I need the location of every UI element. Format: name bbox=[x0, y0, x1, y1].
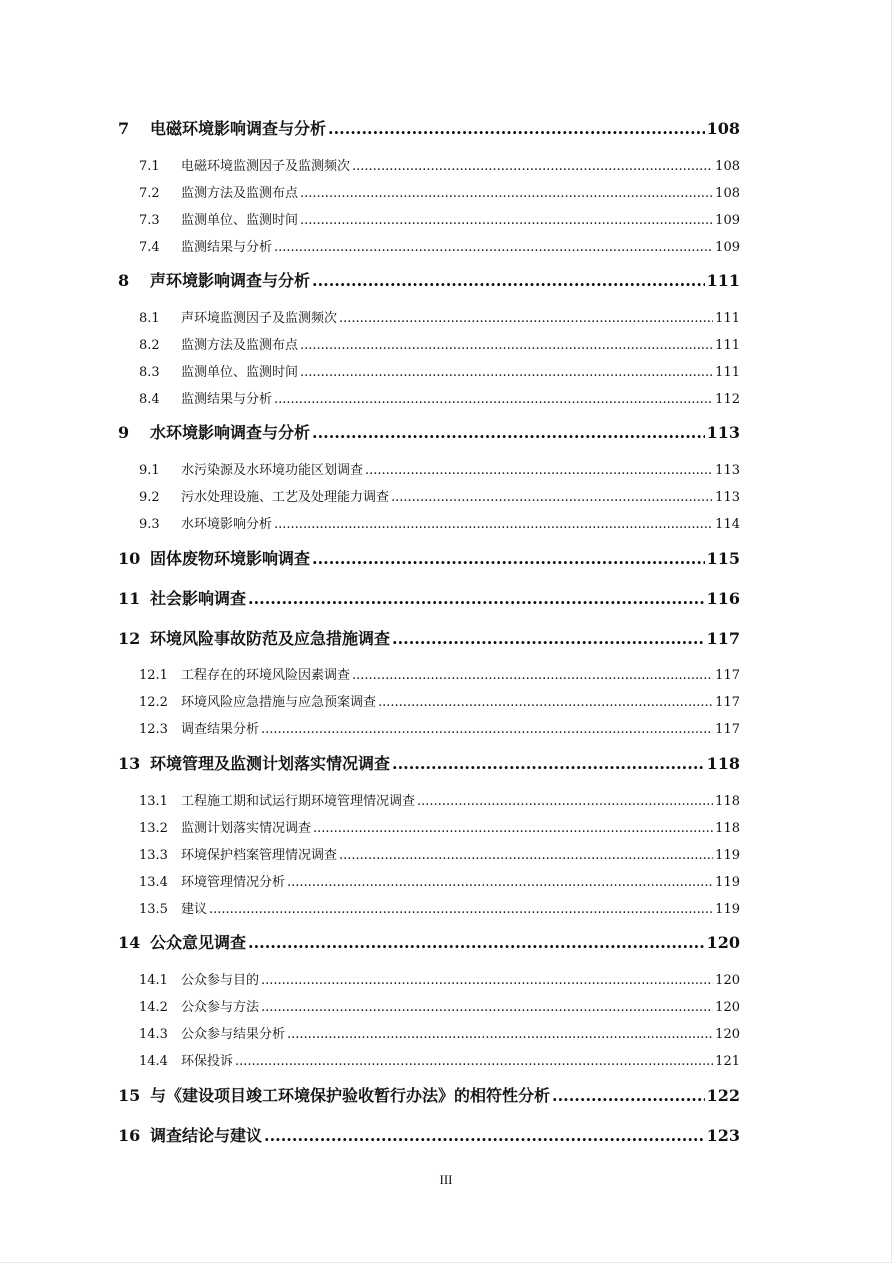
toc-title: 公众参与目的 bbox=[181, 973, 260, 988]
toc-number: 16 bbox=[118, 1126, 141, 1145]
toc-title: 环境保护档案管理情况调查 bbox=[181, 848, 338, 863]
toc-entry[interactable] bbox=[0, 182, 892, 201]
dot-leader bbox=[300, 186, 713, 201]
dot-leader bbox=[300, 338, 713, 353]
toc-page: 113 bbox=[715, 490, 740, 505]
toc-number: 13.3 bbox=[139, 848, 168, 863]
toc-entry[interactable] bbox=[0, 586, 892, 609]
toc-page: 115 bbox=[706, 549, 740, 568]
dot-leader bbox=[352, 159, 713, 174]
dot-leader bbox=[352, 668, 713, 683]
toc-number: 12 bbox=[118, 629, 141, 648]
toc-number: 7 bbox=[118, 119, 130, 138]
toc-page: 111 bbox=[706, 271, 740, 290]
dot-leader bbox=[328, 119, 705, 138]
toc-number: 13 bbox=[118, 754, 141, 773]
toc-number: 9.2 bbox=[139, 490, 160, 505]
toc-title: 声环境影响调查与分析 bbox=[150, 271, 311, 290]
dot-leader bbox=[312, 549, 705, 568]
page-number: III bbox=[439, 1172, 453, 1187]
dot-leader bbox=[339, 311, 713, 326]
toc-page: 120 bbox=[706, 933, 740, 952]
toc-number: 12.2 bbox=[139, 695, 168, 710]
dot-leader bbox=[248, 933, 705, 952]
dot-leader bbox=[261, 973, 713, 988]
toc-page: 120 bbox=[715, 1000, 740, 1015]
toc-number: 8.4 bbox=[139, 392, 160, 407]
toc-title: 电磁环境影响调查与分析 bbox=[150, 119, 327, 138]
toc-title: 环保投诉 bbox=[181, 1054, 234, 1069]
toc-number: 14.2 bbox=[139, 1000, 168, 1015]
dot-leader bbox=[391, 490, 713, 505]
toc-entry[interactable] bbox=[0, 388, 892, 407]
dot-leader bbox=[417, 794, 713, 809]
toc-number: 12.1 bbox=[139, 668, 168, 683]
toc-entry[interactable] bbox=[0, 307, 892, 326]
toc-page: 121 bbox=[715, 1054, 740, 1069]
toc-title: 电磁环境监测因子及监测频次 bbox=[181, 159, 351, 174]
toc-title: 公众意见调查 bbox=[150, 933, 247, 952]
toc-number: 7.2 bbox=[139, 186, 160, 201]
toc-page: 120 bbox=[715, 973, 740, 988]
toc-number: 7.4 bbox=[139, 240, 160, 255]
toc-page: 108 bbox=[715, 159, 740, 174]
toc-number: 9 bbox=[118, 423, 130, 442]
toc-number: 14 bbox=[118, 933, 141, 952]
dot-leader bbox=[378, 695, 713, 710]
toc-entry[interactable] bbox=[0, 268, 892, 291]
toc-page: 119 bbox=[715, 902, 740, 917]
toc-page: 123 bbox=[706, 1126, 740, 1145]
toc-title: 水环境影响调查与分析 bbox=[150, 423, 311, 442]
toc-entry[interactable] bbox=[0, 664, 892, 683]
toc-title: 固体废物环境影响调查 bbox=[150, 549, 311, 568]
toc-page: 119 bbox=[715, 875, 740, 890]
toc-title: 监测方法及监测布点 bbox=[181, 186, 299, 201]
toc-title: 公众参与方法 bbox=[181, 1000, 260, 1015]
toc-number: 15 bbox=[118, 1086, 141, 1105]
toc-entry[interactable] bbox=[0, 844, 892, 863]
dot-leader bbox=[552, 1086, 705, 1105]
toc-title: 工程存在的环境风险因素调查 bbox=[181, 668, 351, 683]
toc-number: 13.5 bbox=[139, 902, 168, 917]
dot-leader bbox=[339, 848, 713, 863]
toc-page: 113 bbox=[715, 463, 740, 478]
toc-title: 污水处理设施、工艺及处理能力调查 bbox=[181, 490, 390, 505]
toc-entry[interactable] bbox=[0, 155, 892, 174]
toc-page: 109 bbox=[715, 240, 740, 255]
toc-entry[interactable] bbox=[0, 751, 892, 774]
toc-entry[interactable] bbox=[0, 691, 892, 710]
toc-entry[interactable] bbox=[0, 486, 892, 505]
toc-entry[interactable] bbox=[0, 1023, 892, 1042]
dot-leader bbox=[264, 1126, 705, 1145]
toc-entry[interactable] bbox=[0, 209, 892, 228]
toc-title: 监测单位、监测时间 bbox=[181, 213, 299, 228]
dot-leader bbox=[392, 754, 705, 773]
toc-entry[interactable] bbox=[0, 718, 892, 737]
toc-number: 10 bbox=[118, 549, 141, 568]
toc-page: 118 bbox=[715, 794, 740, 809]
toc-entry[interactable] bbox=[0, 420, 892, 443]
toc-page: 112 bbox=[715, 392, 740, 407]
toc-title: 声环境监测因子及监测频次 bbox=[181, 311, 338, 326]
toc-page: 118 bbox=[706, 754, 740, 773]
toc-page: 114 bbox=[715, 517, 740, 532]
dot-leader bbox=[300, 365, 713, 380]
toc-entry[interactable] bbox=[0, 546, 892, 569]
toc-number: 13.4 bbox=[139, 875, 168, 890]
toc-page: 117 bbox=[715, 668, 740, 683]
dot-leader bbox=[261, 722, 713, 737]
toc-title: 监测结果与分析 bbox=[181, 240, 273, 255]
toc-title: 环境风险事故防范及应急措施调查 bbox=[150, 629, 391, 648]
toc-entry[interactable] bbox=[0, 969, 892, 988]
toc-number: 8.3 bbox=[139, 365, 160, 380]
toc-title: 监测方法及监测布点 bbox=[181, 338, 299, 353]
dot-leader bbox=[274, 517, 713, 532]
toc-title: 环境管理情况分析 bbox=[181, 875, 286, 890]
dot-leader bbox=[287, 1027, 713, 1042]
toc-page: 113 bbox=[706, 423, 740, 442]
toc-page: 108 bbox=[715, 186, 740, 201]
toc-page: 109 bbox=[715, 213, 740, 228]
toc-page: 119 bbox=[715, 848, 740, 863]
toc-page: 117 bbox=[715, 695, 740, 710]
toc-number: 8.2 bbox=[139, 338, 160, 353]
toc-title: 社会影响调查 bbox=[150, 589, 247, 608]
dot-leader bbox=[274, 392, 713, 407]
toc-title: 调查结果分析 bbox=[181, 722, 260, 737]
dot-leader bbox=[235, 1054, 713, 1069]
toc-page: 117 bbox=[706, 629, 740, 648]
toc-entry[interactable] bbox=[0, 996, 892, 1015]
toc-title: 水污染源及水环境功能区划调查 bbox=[181, 463, 364, 478]
dot-leader bbox=[312, 271, 705, 290]
toc-entry[interactable] bbox=[0, 626, 892, 649]
toc-title: 公众参与结果分析 bbox=[181, 1027, 286, 1042]
toc-title: 环境管理及监测计划落实情况调查 bbox=[150, 754, 391, 773]
toc-number: 14.3 bbox=[139, 1027, 168, 1042]
toc-number: 11 bbox=[118, 589, 141, 608]
toc-number: 7.1 bbox=[139, 159, 160, 174]
dot-leader bbox=[274, 240, 713, 255]
toc-title: 与《建设项目竣工环境保护验收暂行办法》的相符性分析 bbox=[150, 1086, 551, 1105]
toc-number: 13.2 bbox=[139, 821, 168, 836]
toc-number: 14.1 bbox=[139, 973, 168, 988]
toc-page: 108 bbox=[706, 119, 740, 138]
toc-number: 13.1 bbox=[139, 794, 168, 809]
toc-number: 8 bbox=[118, 271, 130, 290]
dot-leader bbox=[365, 463, 713, 478]
toc-number: 9.3 bbox=[139, 517, 160, 532]
toc-page: 111 bbox=[715, 365, 740, 380]
toc-title: 工程施工期和试运行期环境管理情况调查 bbox=[181, 794, 416, 809]
toc-title: 监测结果与分析 bbox=[181, 392, 273, 407]
toc-page: 111 bbox=[715, 338, 740, 353]
toc-entry[interactable] bbox=[0, 790, 892, 809]
toc-number: 8.1 bbox=[139, 311, 160, 326]
toc-page: 120 bbox=[715, 1027, 740, 1042]
dot-leader bbox=[261, 1000, 713, 1015]
dot-leader bbox=[248, 589, 705, 608]
toc-entry[interactable] bbox=[0, 871, 892, 890]
toc-number: 7.3 bbox=[139, 213, 160, 228]
toc-entry[interactable] bbox=[0, 334, 892, 353]
dot-leader bbox=[312, 423, 705, 442]
toc-page: 111 bbox=[715, 311, 740, 326]
toc-page: 117 bbox=[715, 722, 740, 737]
toc-entry[interactable] bbox=[0, 1083, 892, 1106]
toc-title: 监测计划落实情况调查 bbox=[181, 821, 312, 836]
dot-leader bbox=[287, 875, 713, 890]
toc-number: 9.1 bbox=[139, 463, 160, 478]
dot-leader bbox=[313, 821, 713, 836]
toc-page: 118 bbox=[715, 821, 740, 836]
toc-title: 监测单位、监测时间 bbox=[181, 365, 299, 380]
toc-entry[interactable] bbox=[0, 459, 892, 478]
toc-entry[interactable] bbox=[0, 513, 892, 532]
toc-entry[interactable] bbox=[0, 1123, 892, 1146]
toc-entry[interactable] bbox=[0, 898, 892, 917]
toc-page: 116 bbox=[706, 589, 740, 608]
toc-entry[interactable] bbox=[0, 1050, 892, 1069]
toc-entry[interactable] bbox=[0, 930, 892, 953]
dot-leader bbox=[392, 629, 705, 648]
toc-title: 环境风险应急措施与应急预案调查 bbox=[181, 695, 377, 710]
dot-leader bbox=[300, 213, 713, 228]
toc-number: 12.3 bbox=[139, 722, 168, 737]
toc-page: 122 bbox=[706, 1086, 740, 1105]
toc-title: 建议 bbox=[181, 902, 208, 917]
toc-entry[interactable] bbox=[0, 116, 892, 139]
toc-title: 调查结论与建议 bbox=[150, 1126, 263, 1145]
toc-entry[interactable] bbox=[0, 361, 892, 380]
toc-title: 水环境影响分析 bbox=[181, 517, 273, 532]
toc-entry[interactable] bbox=[0, 236, 892, 255]
toc-entry[interactable] bbox=[0, 817, 892, 836]
dot-leader bbox=[209, 902, 713, 917]
toc-number: 14.4 bbox=[139, 1054, 168, 1069]
